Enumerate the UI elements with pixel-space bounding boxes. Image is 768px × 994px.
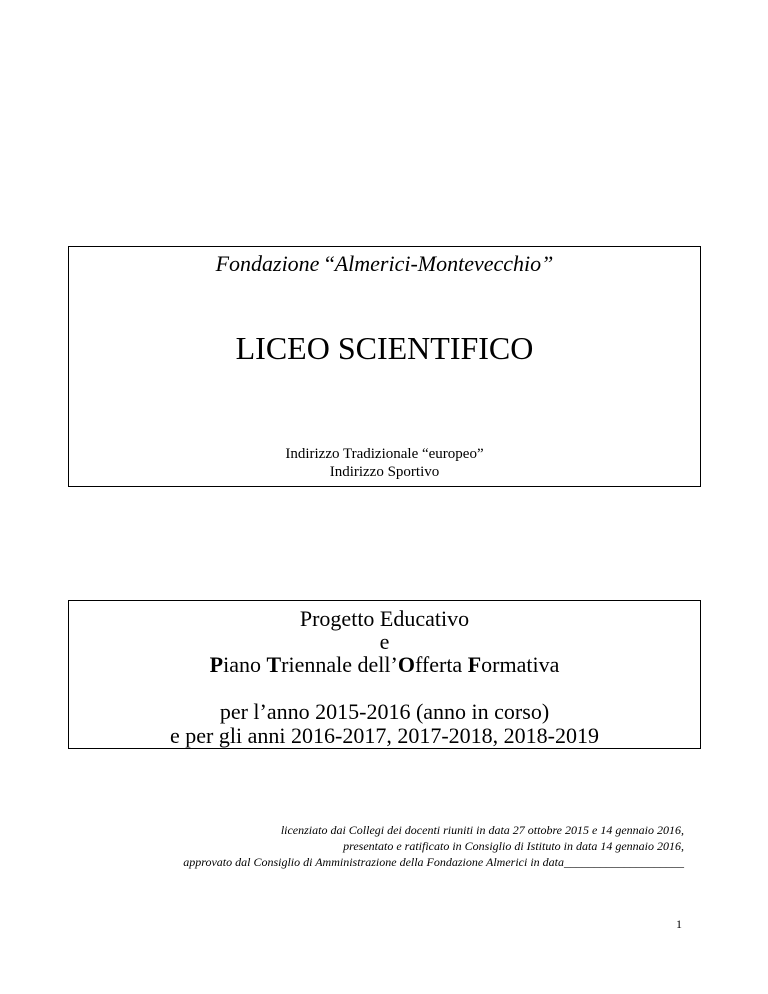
project-title: Progetto Educativo: [299, 606, 470, 631]
header-box: [68, 246, 701, 487]
approval-note-board: approvato dal Consiglio di Amministrazione della Fondazione Almerici in data____________________: [183, 855, 684, 869]
track-traditional: Indirizzo Tradizionale “europeo”: [285, 446, 484, 462]
track-sports: Indirizzo Sportivo: [329, 464, 440, 480]
current-year: per l’anno 2015-2016 (anno in corso): [219, 699, 550, 724]
approval-note-colleges: licenziato dai Collegi dei docenti riuniti in data 27 ottobre 2015 e 14 gennaio 2016,: [280, 823, 684, 837]
foundation-name: Fondazione “Almerici-Montevecchio”: [215, 251, 554, 276]
page-number: 1: [676, 917, 682, 931]
future-years: e per gli anni 2016-2017, 2017-2018, 2018-2019: [170, 723, 599, 748]
project-box: [68, 600, 701, 749]
project-conjunction: e: [379, 629, 390, 654]
approval-note-council: presentato e ratificato in Consiglio di Istituto in data 14 gennaio 2016,: [343, 839, 684, 853]
ptof-title: Piano Triennale dell’Offerta Formativa: [209, 652, 560, 677]
school-title: LICEO SCIENTIFICO: [235, 330, 534, 366]
